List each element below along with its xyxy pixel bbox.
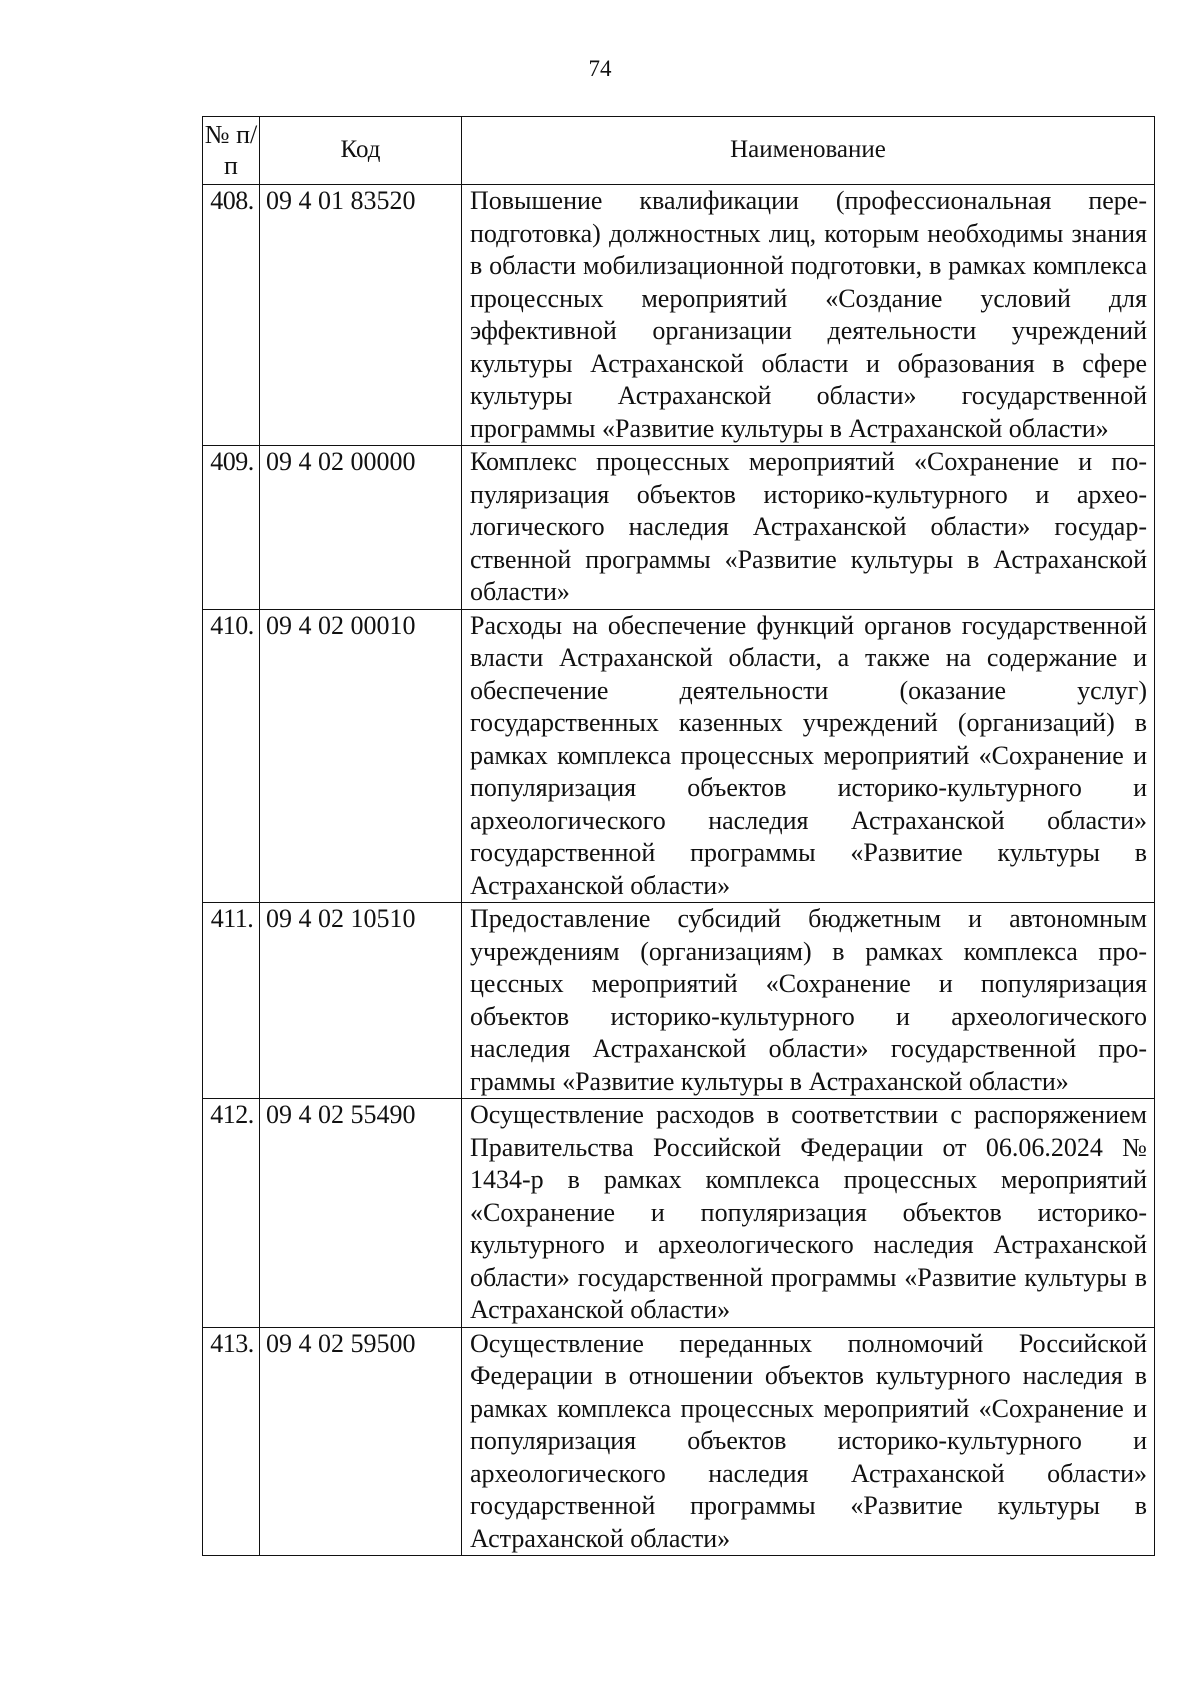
row-code: 09 4 02 10510 [260, 903, 462, 1099]
table-row [203, 446, 1155, 610]
header-name: Наименование [462, 117, 1155, 185]
table-row [203, 1099, 1155, 1328]
row-name: Повышение квалификации (профессиональная переподготовка) должностных лиц, которым необходимы знания в области мобилизационной подготовки, в рамках комплекса процессных мероприятий «Создание условий для эффективной организации деятельности учреждений культуры Астраханской области и образования в сфере культуры Астраханской области» государственной программы «Развитие культуры в Астраханской области» [462, 185, 1155, 446]
row-name: Предоставление субсидий бюджетным и автономным учреждениям (организациям) в рамках комплекса процессных мероприятий «Сохранение и популяризация объектов историко-культурного и археологического наследия Астраханской области» государственной программы «Развитие культуры в Астраханской области» [462, 903, 1155, 1099]
page-number: 74 [588, 56, 612, 81]
row-code: 09 4 01 83520 [260, 185, 462, 446]
row-number: 412. [203, 1099, 260, 1328]
table-header-row [203, 117, 1155, 185]
header-number: № п/п [203, 117, 260, 185]
table-row [203, 1327, 1155, 1556]
row-name: Расходы на обеспечение функций органов государственной власти Астраханской области, а также на содержание и обеспечение деятельности (оказание услуг) государственных казенных учреждений (организаций) в рамках комплекса процессных мероприятий «Сохранение и популяризация объектов историко-культурного и археологического наследия Астраханской области» государственной программы «Развитие культуры в Астраханской области» [462, 609, 1155, 903]
row-name: Комплекс процессных мероприятий «Сохранение и популяризация объектов историко-культурного и археологического наследия Астраханской области» государственной программы «Развитие культуры в Астраханской области» [462, 446, 1155, 610]
classification-table [202, 116, 1155, 1556]
header-code: Код [260, 117, 462, 185]
row-number: 413. [203, 1327, 260, 1556]
row-name: Осуществление переданных полномочий Российской Федерации в отношении объектов культурного наследия в рамках комплекса процессных мероприятий «Сохранение и популяризация объектов историко-культурного и археологического наследия Астраханской области» государственной программы «Развитие культуры в Астраханской области» [462, 1327, 1155, 1556]
row-number: 410. [203, 609, 260, 903]
table-row [203, 903, 1155, 1099]
table-row [203, 185, 1155, 446]
row-code: 09 4 02 00010 [260, 609, 462, 903]
table-row [203, 609, 1155, 903]
row-number: 411. [203, 903, 260, 1099]
row-code: 09 4 02 59500 [260, 1327, 462, 1556]
row-code: 09 4 02 55490 [260, 1099, 462, 1328]
row-name: Осуществление расходов в соответствии с распоряжением Правительства Российской Федерации от 06.06.2024 № 1434-р в рамках комплекса процессных мероприятий «Сохранение и популяризация объектов историко-культурного и археологического наследия Астраханской области» государственной программы «Развитие культуры в Астраханской области» [462, 1099, 1155, 1328]
row-number: 409. [203, 446, 260, 610]
row-number: 408. [203, 185, 260, 446]
row-code: 09 4 02 00000 [260, 446, 462, 610]
